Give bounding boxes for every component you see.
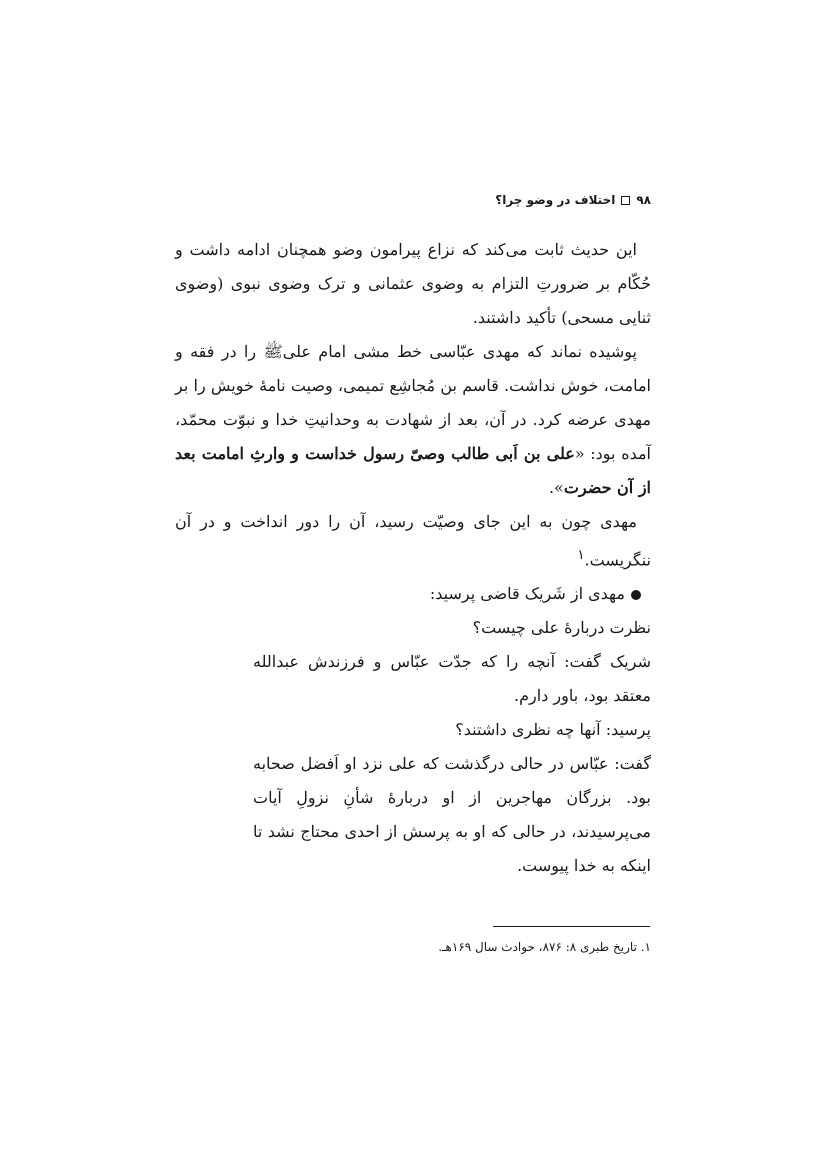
dialogue-line: گفت: عبّاس در حالی درگذشت که علی نزد او اَفضل صحابه بود. بزرگان مهاجرین از او دربارهٔ شأنِ نزولِ آیات می‌پرسیدند، در حالی که او به پرسش از احدی محتاج نشد تا اینکه به خدا پیوست. xyxy=(253,754,651,876)
dialogue-intro xyxy=(175,577,651,611)
dialogue-block xyxy=(175,611,651,883)
footnote: ۱. تاریخ طبری ۸: ۸۷۶، حوادث سال ۱۶۹هـ. xyxy=(438,940,651,954)
paragraph-2-start: پوشیده نماند که مهدی عبّاسی خط مشی امام علی xyxy=(282,342,637,361)
paragraph-2 xyxy=(175,335,651,505)
dialogue-line: پرسید: آنها چه نظری داشتند؟ xyxy=(455,720,651,740)
body-text xyxy=(175,233,651,883)
page-number: ۹۸ xyxy=(636,193,651,207)
dialogue-intro-text: مهدی از شَریک قاضی پرسید: xyxy=(429,584,625,604)
bold-quote: علی بن اَبی طالب وصیّ رسول خداست و وارثِ امامت بعد از آن حضرت xyxy=(175,444,651,497)
dialogue-line: نظرت دربارهٔ علی چیست؟ xyxy=(472,618,651,638)
dialogue-line: شریک گفت: آنچه را که جدّت عبّاس و فرزندش عبدالله معتقد بود، باور دارم. xyxy=(253,652,651,706)
bullet-icon xyxy=(631,590,641,600)
paragraph-3 xyxy=(175,505,651,577)
footnote-marker: ۱ xyxy=(577,548,585,563)
footnote-divider xyxy=(493,926,650,927)
paragraph-3-text: مهدی چون به این جای وصیّت رسید، آن را دور انداخت و در آن ننگریست. xyxy=(175,512,651,570)
paragraph-2-middle: را در فقه و امامت، خوش نداشت. قاسم بن مُجاشِع تمیمی، وصیت نامهٔ خویش را بر مهدی عرضه کرد. در آن، بعد از شهادت به وحدانیتِ خدا و نبوّت محمّد، آمده بود: « xyxy=(175,342,651,463)
paragraph-2-end: ». xyxy=(548,478,564,497)
honorific-glyph: ﷺ xyxy=(263,342,283,361)
running-header xyxy=(175,193,651,207)
square-bullet-icon xyxy=(621,196,630,205)
paragraph-1: این حدیث ثابت می‌کند که نزاع پیرامون وضو همچنان ادامه داشت و حُکّام بر ضرورتِ التزام به وضوی عثمانی و ترک وضوی نبوی (وضوی ثنایی مسحی) تأکید داشتند. xyxy=(175,240,651,327)
running-title: اختلاف در وضو چرا؟ xyxy=(495,193,616,207)
